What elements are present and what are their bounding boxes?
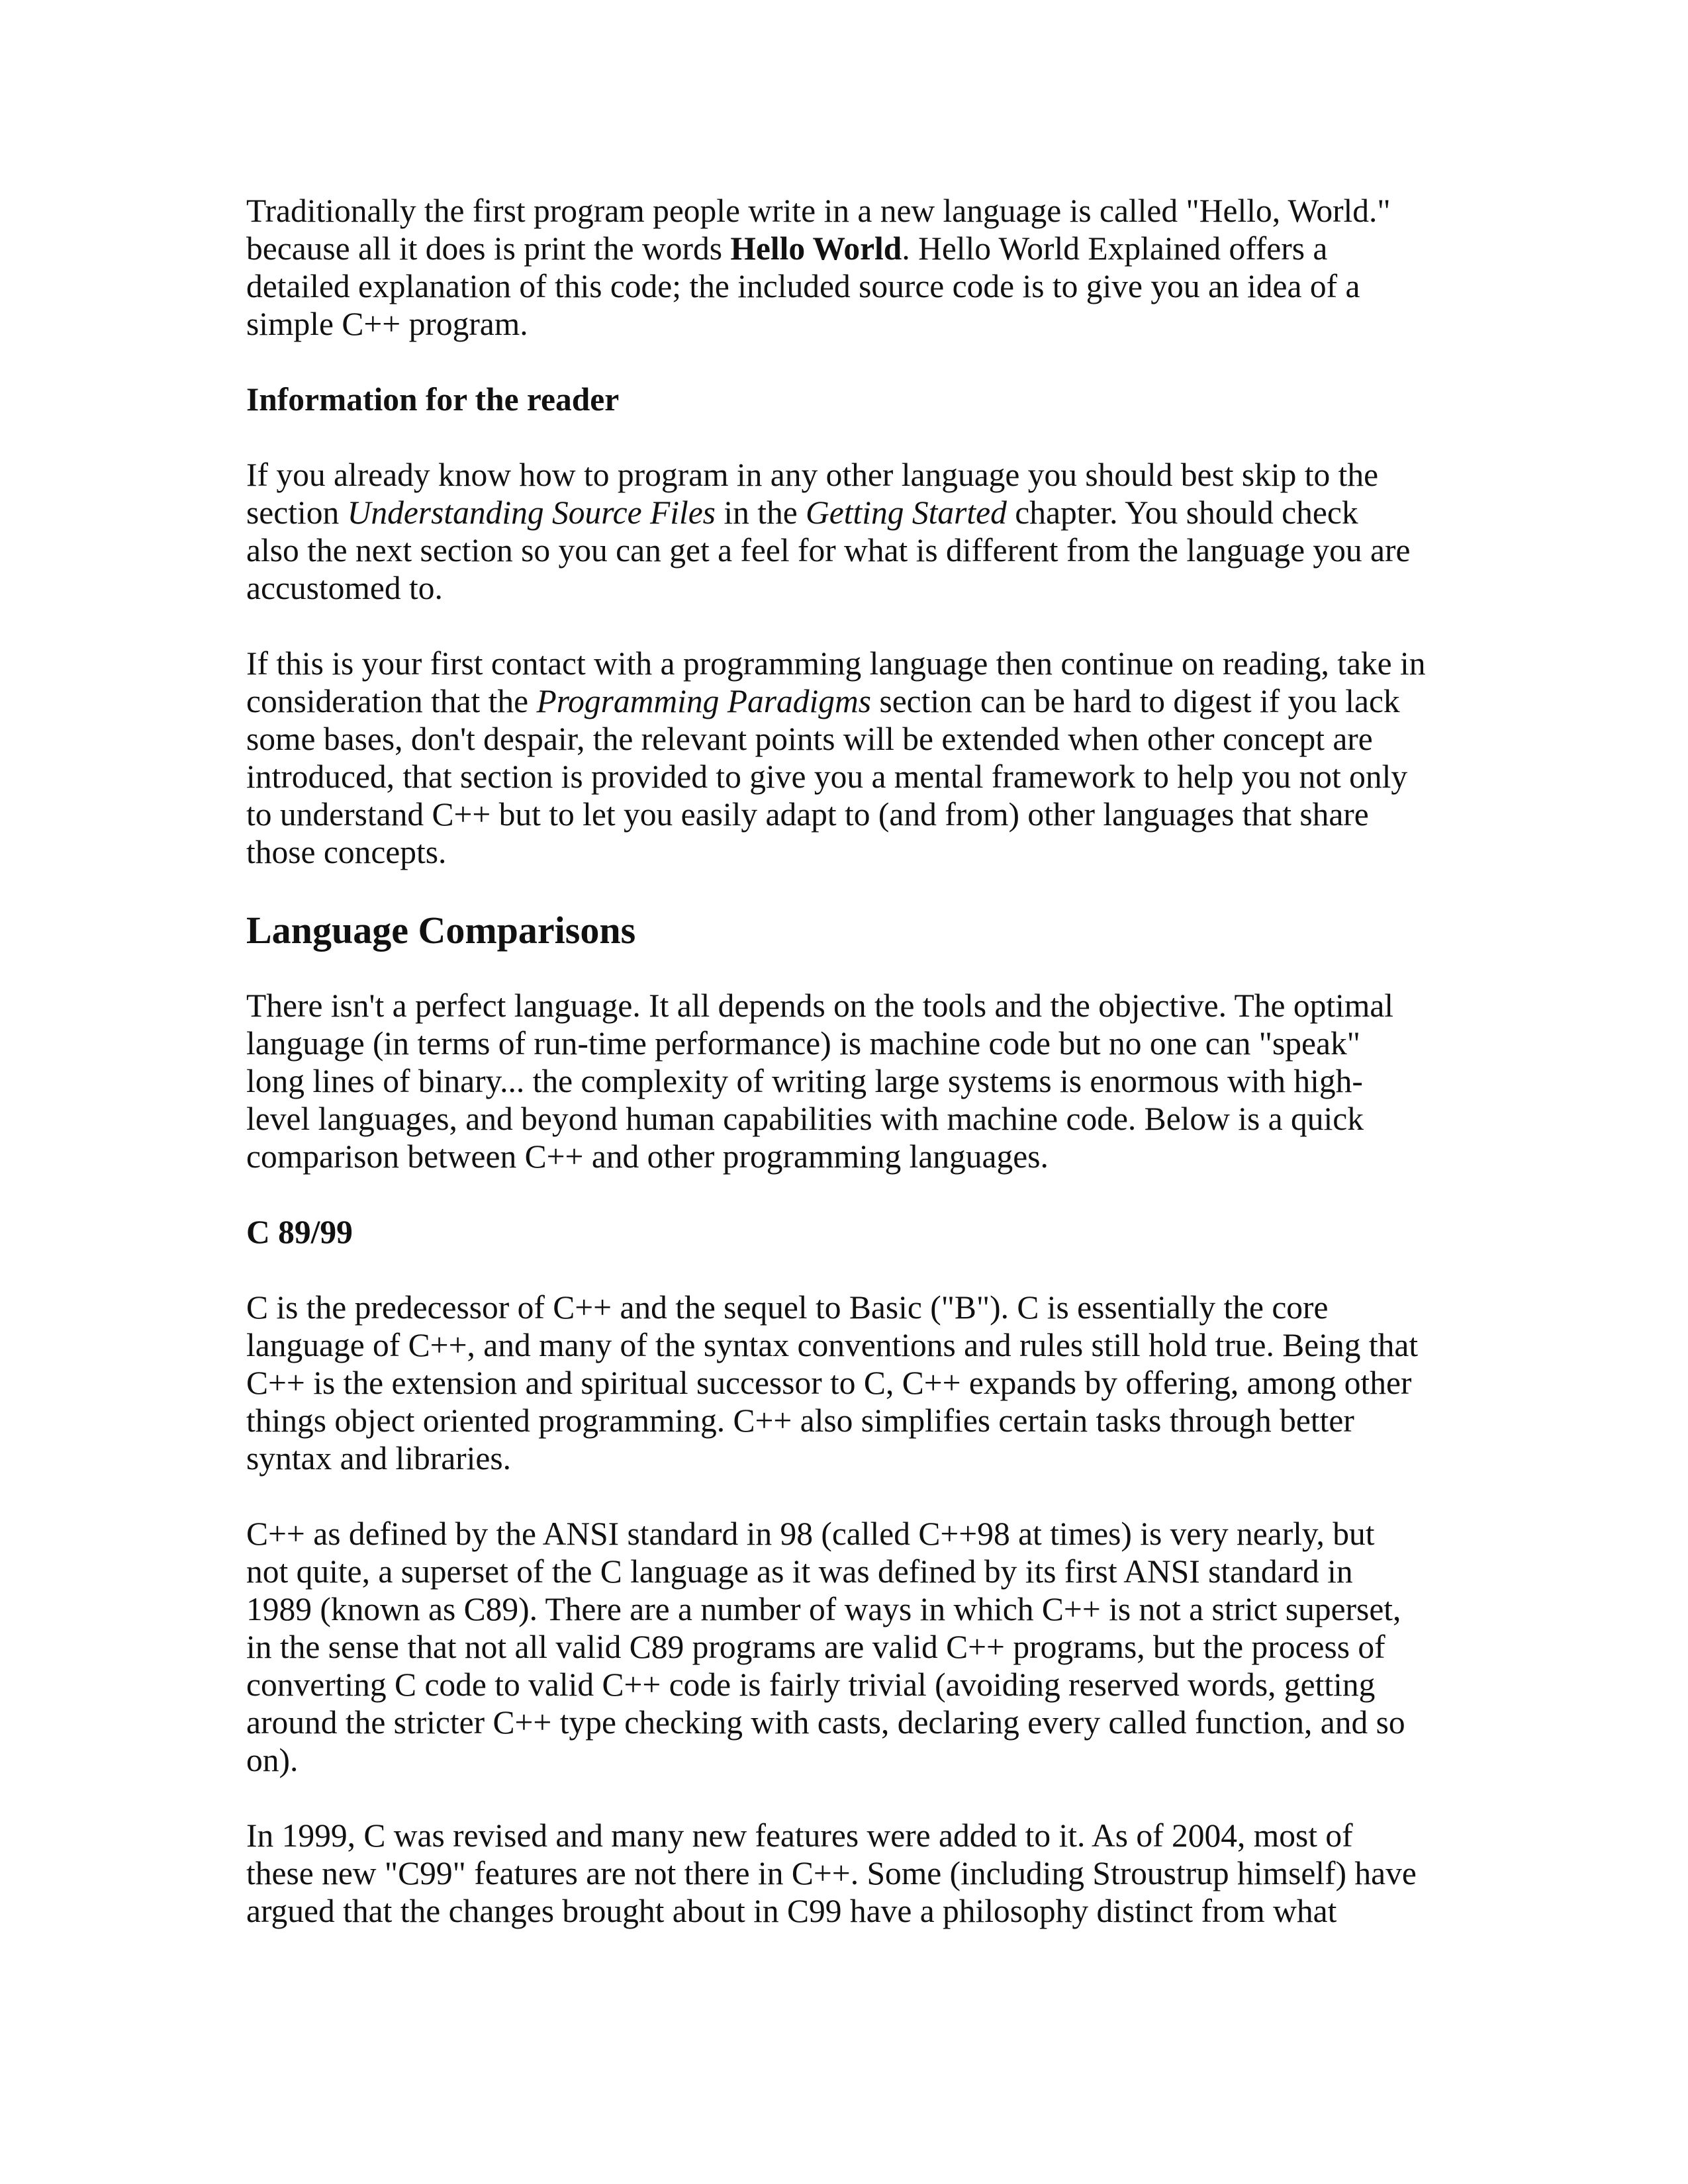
reader-paragraph-1 [246,456,1431,607]
reader-text-5: section can be hard to digest if you lack some bases, don't despair, the relevant points will be extended when other concept are introduced, that section is provided to give you a mental framework to help you not only to understand C++ but to let you easily adapt to (and from) other languages that share those concepts. [246,683,1408,870]
reader-text-1: If you already know how to program in any other language you should best skip to the section [246,457,1379,531]
reader-text-4: If this is your first contact with a programming language then continue on reading, take in consideration that the [246,645,1426,719]
reader-info-heading: Information for the reader [246,381,620,418]
programming-paradigms-ref: Programming Paradigms [536,683,872,719]
intro-text-1: Traditionally the first program people write in a new language is called "Hello, World." because all it does is print the words [246,193,1391,267]
reader-text-3: chapter. You should check also the next section so you can get a feel for what is different from the language you are accustomed to. [246,494,1411,606]
hello-world-bold: Hello World [730,230,902,267]
reader-paragraph-2 [246,645,1431,871]
language-comparisons-heading: Language Comparisons [246,909,636,952]
understanding-source-files-ref: Understanding Source Files [347,494,716,531]
document-page [246,192,1431,1968]
reader-text-2: in the [715,494,806,531]
c-paragraph-1: C is the predecessor of C++ and the sequel to Basic ("B"). C is essentially the core language of C++, and many of the syntax conventions and rules still hold true. Being that C++ is the extension and spiritual successor to C, C++ expands by offering, among other things object oriented programming. C++ also simplifies certain tasks through better syntax and libraries. [246,1289,1419,1477]
c-89-99-heading: C 89/99 [246,1214,353,1250]
c-paragraph-3: In 1999, C was revised and many new features were added to it. As of 2004, most of these new "C99" features are not there in C++. Some (including Stroustrup himself) have argued that the changes brought about in C99 have a philosophy distinct from what [246,1817,1417,1929]
c-paragraph-2: C++ as defined by the ANSI standard in 98 (called C++98 at times) is very nearly, but not quite, a superset of the C language as it was defined by its first ANSI standard in 1989 (known as C89). There are a number of ways in which C++ is not a strict superset, in the sense that not all valid C89 programs are valid C++ programs, but the process of converting C code to valid C++ code is fairly trivial (avoiding reserved words, getting around the stricter C++ type checking with casts, declaring every called function, and so on). [246,1516,1405,1778]
intro-text-2: . Hello World Explained offers a detailed explanation of this code; the included source code is to give you an idea of a simple C++ program. [246,230,1360,342]
getting-started-ref: Getting Started [806,494,1007,531]
intro-paragraph [246,192,1431,343]
comparisons-paragraph: There isn't a perfect language. It all depends on the tools and the objective. The optimal language (in terms of run-time performance) is machine code but no one can "speak" long lines of binary... the complexity of writing large systems is enormous with high- level languages, and beyond human capabilities with machine code. Below is a quick comparison between C++ and other programming languages. [246,987,1394,1175]
